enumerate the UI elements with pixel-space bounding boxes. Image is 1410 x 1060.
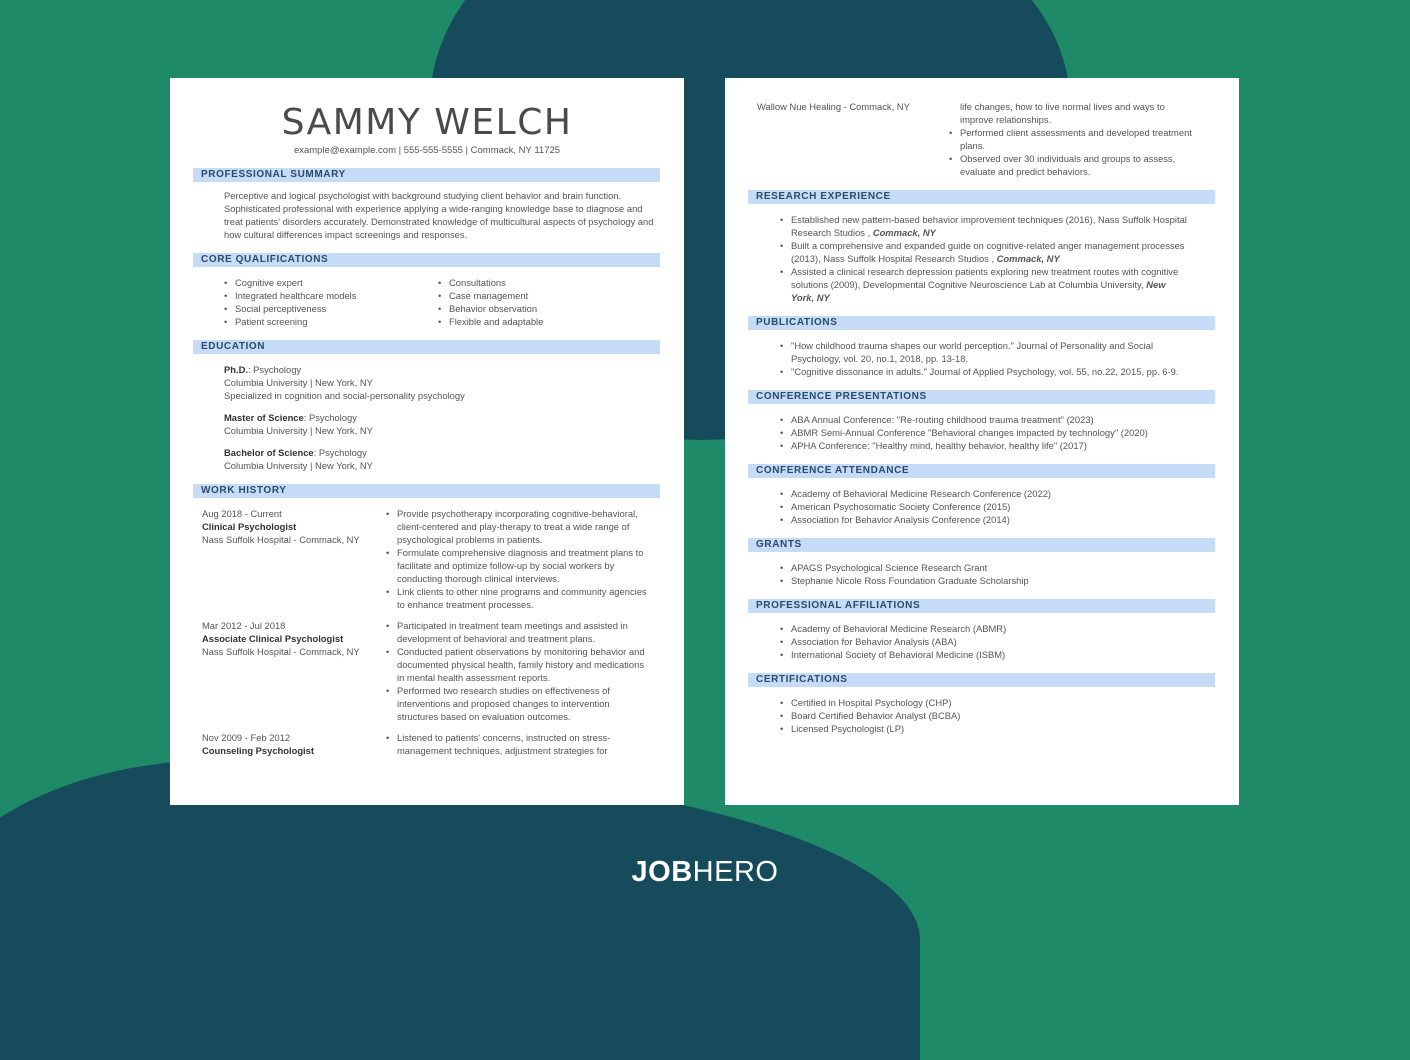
education-entry [224, 411, 660, 437]
section-header-attendance: CONFERENCE ATTENDANCE [748, 464, 1215, 478]
certification-item: • Certified in Hospital Psychology (CHP) [780, 696, 1191, 709]
qualifications-column-2 [438, 276, 652, 328]
job-dates: Mar 2012 - Jul 2018 [202, 620, 286, 631]
presentation-item: • ABA Annual Conference: "Re-routing childhood trauma treatment" (2023) [780, 413, 1191, 426]
job-bullet: • Participated in treatment team meetings and assisted in development of behavioral and treatment plans. [386, 619, 648, 645]
attendance-item: • American Psychosomatic Society Conference (2015) [780, 500, 1191, 513]
publications-list [780, 339, 1191, 378]
qualification-item: • Social perceptiveness [224, 302, 438, 315]
job-entry [194, 731, 660, 757]
job-entry [194, 507, 660, 611]
section-header-research: RESEARCH EXPERIENCE [748, 190, 1215, 204]
affiliation-item: • Association for Behavior Analysis (ABA) [780, 635, 1191, 648]
resume-page-1 [170, 78, 684, 805]
summary-text: Perceptive and logical psychologist with background studying client behavior and brain function. Sophisticated professional with experience applying a wide-ranging knowledge base to diagnose and treat patients' disorders accurately. Demonstrated knowledge of multicultural aspects of psychology and how cultural differences impact screenings and responses. [224, 190, 654, 240]
contact-line: example@example.com | 555-555-5555 | Commack, NY 11725 [293, 145, 561, 156]
qualification-item: • Behavior observation [438, 302, 652, 315]
research-item: • Established new pattern-based behavior improvement techniques (2016), Nass Suffolk Hospital Research Studios , Commack, NY [780, 213, 1191, 239]
affiliations-list [780, 622, 1191, 661]
grants-list [780, 561, 1191, 587]
job-employer: Wallow Nue Healing - Commack, NY [757, 101, 910, 112]
background-blob-bottom [0, 760, 920, 1060]
research-location: Commack, NY [872, 227, 936, 238]
section-header-affiliations: PROFESSIONAL AFFILIATIONS [748, 599, 1215, 613]
education-list [224, 363, 660, 472]
job-employer: Nass Suffolk Hospital - Commack, NY [202, 534, 360, 545]
brand-strong: JOB [631, 856, 693, 888]
job-bullet: • Observed over 30 individuals and groups to assess, evaluate and predict behaviors. [949, 152, 1195, 178]
qualifications-column-1 [224, 276, 438, 328]
degree: Master of Science [224, 412, 304, 423]
research-location: Commack, NY [996, 253, 1060, 264]
qualification-item: • Patient screening [224, 315, 438, 328]
qualification-item: • Integrated healthcare models [224, 289, 438, 302]
attendance-list [780, 487, 1191, 526]
attendance-item: • Association for Behavior Analysis Conference (2014) [780, 513, 1191, 526]
job-bullets [386, 731, 648, 757]
presentation-item: • ABMR Semi-Annual Conference "Behavioral changes impacted by technology" (2020) [780, 426, 1191, 439]
presentation-item: • APHA Conference: "Healthy mind, healthy behavior, healthy life" (2017) [780, 439, 1191, 452]
job-bullet: • Formulate comprehensive diagnosis and treatment plans to facilitate and optimize follow-up by social workers by conducting thorough clinical interviews. [386, 546, 648, 585]
section-header-education: EDUCATION [193, 340, 660, 354]
candidate-name: SAMMY WELCH [281, 102, 573, 143]
qualifications-list [224, 276, 660, 328]
research-item: • Assisted a clinical research depression patients exploring new treatment routes with cognitive solutions (2009), Developmental Cognitive Neuroscience Lab at Columbia University, New York, NY [780, 265, 1191, 304]
job-bullet-continuation: life changes, how to live normal lives and ways to improve relationships. [960, 101, 1165, 125]
degree-field: : Psychology [313, 447, 367, 458]
jobhero-logo[interactable] [0, 856, 1410, 889]
job-bullet: • Performed two research studies on effectiveness of interventions and proposed changes to intervention structures based on evaluation outcomes. [386, 684, 648, 723]
job-dates: Nov 2009 - Feb 2012 [202, 732, 291, 743]
education-entry [224, 363, 660, 402]
degree-field: : Psychology [303, 412, 357, 423]
publication-item: • "How childhood trauma shapes our world perception." Journal of Personality and Social Psychology, vol. 20, no.1, 2018, pp. 13-18. [780, 339, 1191, 365]
job-bullets [386, 507, 648, 611]
affiliation-item: • Academy of Behavioral Medicine Research (ABMR) [780, 622, 1191, 635]
brand-light: HERO [692, 856, 779, 888]
section-header-work: WORK HISTORY [193, 484, 660, 498]
affiliation-item: • International Society of Behavioral Medicine (ISBM) [780, 648, 1191, 661]
certification-item: • Licensed Psychologist (LP) [780, 722, 1191, 735]
qualification-item: • Consultations [438, 276, 652, 289]
section-header-summary: PROFESSIONAL SUMMARY [193, 168, 660, 182]
job-title: Associate Clinical Psychologist [202, 633, 344, 644]
section-header-certifications: CERTIFICATIONS [748, 673, 1215, 687]
job-title: Clinical Psychologist [202, 521, 297, 532]
section-header-grants: GRANTS [748, 538, 1215, 552]
job-bullet: • Performed client assessments and developed treatment plans. [949, 126, 1195, 152]
research-location: New York, NY [791, 279, 1166, 303]
grant-item: • APAGS Psychological Science Research Grant [780, 561, 1191, 574]
job-bullets [386, 619, 648, 723]
section-header-qualifications: CORE QUALIFICATIONS [193, 253, 660, 267]
certifications-list [780, 696, 1191, 735]
qualification-item: • Cognitive expert [224, 276, 438, 289]
section-header-presentations: CONFERENCE PRESENTATIONS [748, 390, 1215, 404]
qualification-item: • Case management [438, 289, 652, 302]
publication-item: • "Cognitive dissonance in adults." Journal of Applied Psychology, vol. 55, no.22, 2015, pp. 6-9. [780, 365, 1191, 378]
research-list [780, 213, 1191, 304]
research-item: • Built a comprehensive and expanded guide on cognitive-related anger management processes (2013), Nass Suffolk Hospital Research Studios , Commack, NY [780, 239, 1191, 265]
job-dates: Aug 2018 - Current [202, 508, 282, 519]
qualification-item: • Flexible and adaptable [438, 315, 652, 328]
job-bullet: • Conducted patient observations by monitoring behavior and documented physical health, family history and medications in mental health assessment reports. [386, 645, 648, 684]
job-bullets [949, 126, 1195, 178]
job-employer: Nass Suffolk Hospital - Commack, NY [202, 646, 360, 657]
degree-field: : Psychology [247, 364, 302, 375]
job-entry [194, 619, 660, 723]
presentations-list [780, 413, 1191, 452]
school: Columbia University | New York, NY [224, 425, 373, 436]
school: Columbia University | New York, NY [224, 377, 373, 388]
job-bullet: • Provide psychotherapy incorporating cognitive-behavioral, client-centered and play-therapy to treat a wide range of psychological problems in patients. [386, 507, 648, 546]
section-header-publications: PUBLICATIONS [748, 316, 1215, 330]
education-entry [224, 446, 660, 472]
job-entry-continued [748, 100, 1215, 178]
certification-item: • Board Certified Behavior Analyst (BCBA) [780, 709, 1191, 722]
job-bullet: • Link clients to other nine programs and community agencies to enhance treatment processes. [386, 585, 648, 611]
degree: Bachelor of Science [224, 447, 314, 458]
degree: Ph.D. [224, 364, 248, 375]
resume-page-2 [725, 78, 1239, 805]
education-note: Specialized in cognition and social-personality psychology [224, 390, 465, 401]
grant-item: • Stephanie Nicole Ross Foundation Graduate Scholarship [780, 574, 1191, 587]
job-title: Counseling Psychologist [202, 745, 314, 756]
attendance-item: • Academy of Behavioral Medicine Research Conference (2022) [780, 487, 1191, 500]
job-bullet: • Listened to patients' concerns, instructed on stress-management techniques, adjustment strategies for [386, 731, 648, 757]
school: Columbia University | New York, NY [224, 460, 373, 471]
